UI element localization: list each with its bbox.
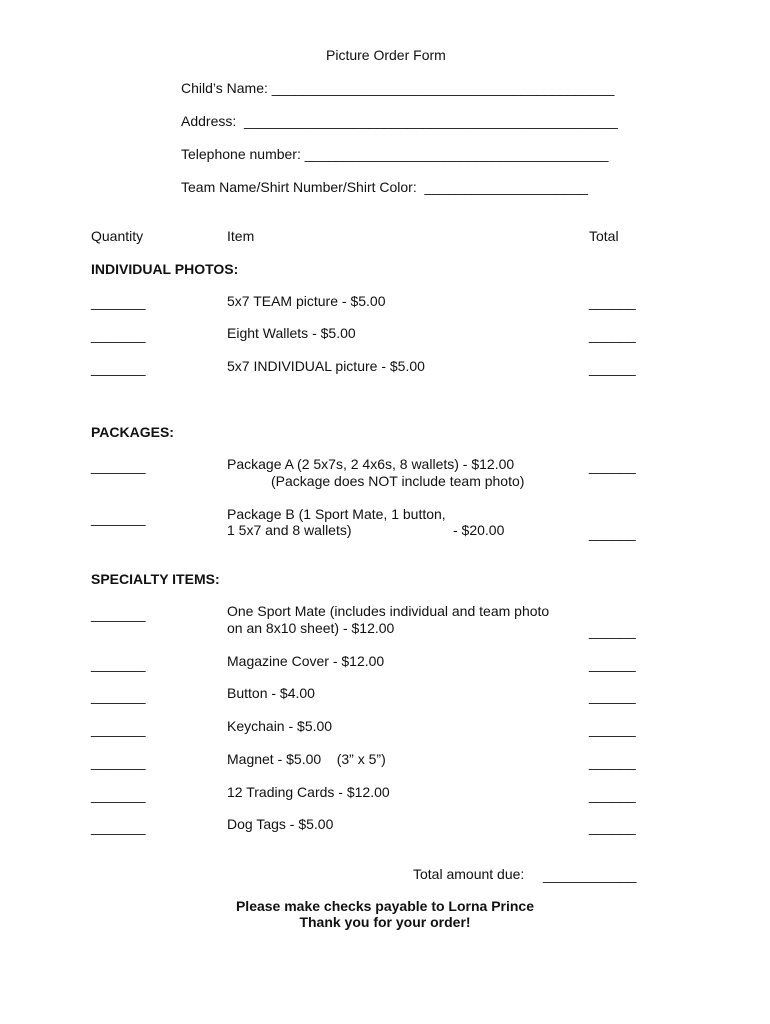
item-dog-tags: Dog Tags - $5.00 [227, 816, 334, 832]
item-package-b: Package B (1 Sport Mate, 1 button, [227, 506, 446, 522]
item-package-a: Package A (2 5x7s, 2 4x6s, 8 wallets) - $12.00 [227, 456, 515, 472]
total-blank[interactable]: ______ [589, 360, 636, 376]
quantity-blank[interactable]: _______ [91, 721, 146, 737]
thank-you-note: Thank you for your order! [299, 914, 471, 930]
item-package-b-line2: 1 5x7 and 8 wallets) [227, 522, 352, 538]
item-magnet: Magnet - $5.00 (3” x 5”) [227, 751, 386, 767]
telephone-field[interactable]: Telephone number: _______________________________________ [181, 146, 609, 162]
total-blank[interactable]: ______ [589, 327, 636, 343]
quantity-blank[interactable]: _______ [91, 510, 146, 526]
total-blank[interactable]: ______ [589, 688, 636, 704]
item-trading-cards: 12 Trading Cards - $12.00 [227, 784, 390, 800]
page-title: Picture Order Form [326, 47, 446, 63]
total-blank[interactable]: ______ [589, 754, 636, 770]
quantity-blank[interactable]: _______ [91, 819, 146, 835]
quantity-blank[interactable]: _______ [91, 294, 146, 310]
item-keychain: Keychain - $5.00 [227, 718, 333, 734]
total-blank[interactable]: ______ [589, 458, 636, 474]
column-total: Total [589, 228, 619, 244]
quantity-blank[interactable]: _______ [91, 327, 146, 343]
column-quantity: Quantity [91, 228, 144, 244]
item-package-a-note: (Package does NOT include team photo) [271, 473, 525, 489]
quantity-blank[interactable]: _______ [91, 754, 146, 770]
total-due-blank[interactable]: ____________ [543, 867, 637, 883]
total-blank[interactable]: ______ [589, 787, 636, 803]
item-button: Button - $4.00 [227, 685, 315, 701]
item-individual-picture: 5x7 INDIVIDUAL picture - $5.00 [227, 358, 425, 374]
child-name-field[interactable]: Child’s Name: ____________________________________________ [181, 80, 615, 96]
total-blank[interactable]: ______ [589, 656, 636, 672]
item-eight-wallets: Eight Wallets - $5.00 [227, 325, 356, 341]
quantity-blank[interactable]: _______ [91, 458, 146, 474]
section-specialty-items: SPECIALTY ITEMS: [91, 571, 220, 587]
section-packages: PACKAGES: [91, 424, 174, 440]
quantity-blank[interactable]: _______ [91, 656, 146, 672]
item-sport-mate-line2: on an 8x10 sheet) - $12.00 [227, 620, 395, 636]
item-magazine-cover: Magazine Cover - $12.00 [227, 653, 385, 669]
total-blank[interactable]: ______ [589, 294, 636, 310]
payment-note: Please make checks payable to Lorna Prince [235, 898, 535, 914]
team-info-field[interactable]: Team Name/Shirt Number/Shirt Color: _____________________ [181, 179, 589, 195]
column-item: Item [227, 228, 255, 244]
quantity-blank[interactable]: _______ [91, 606, 146, 622]
quantity-blank[interactable]: _______ [91, 360, 146, 376]
quantity-blank[interactable]: _______ [91, 787, 146, 803]
address-field[interactable]: Address: ________________________________________________ [181, 113, 618, 129]
total-blank[interactable]: ______ [589, 819, 636, 835]
item-team-picture: 5x7 TEAM picture - $5.00 [227, 293, 386, 309]
total-blank[interactable]: ______ [589, 623, 636, 639]
item-sport-mate: One Sport Mate (includes individual and team photo [227, 603, 550, 619]
section-individual-photos: INDIVIDUAL PHOTOS: [91, 261, 239, 277]
quantity-blank[interactable]: _______ [91, 688, 146, 704]
total-blank[interactable]: ______ [589, 721, 636, 737]
total-blank[interactable]: ______ [589, 525, 636, 541]
total-due-label: Total amount due: [413, 866, 525, 882]
item-package-b-price: - $20.00 [453, 522, 505, 538]
